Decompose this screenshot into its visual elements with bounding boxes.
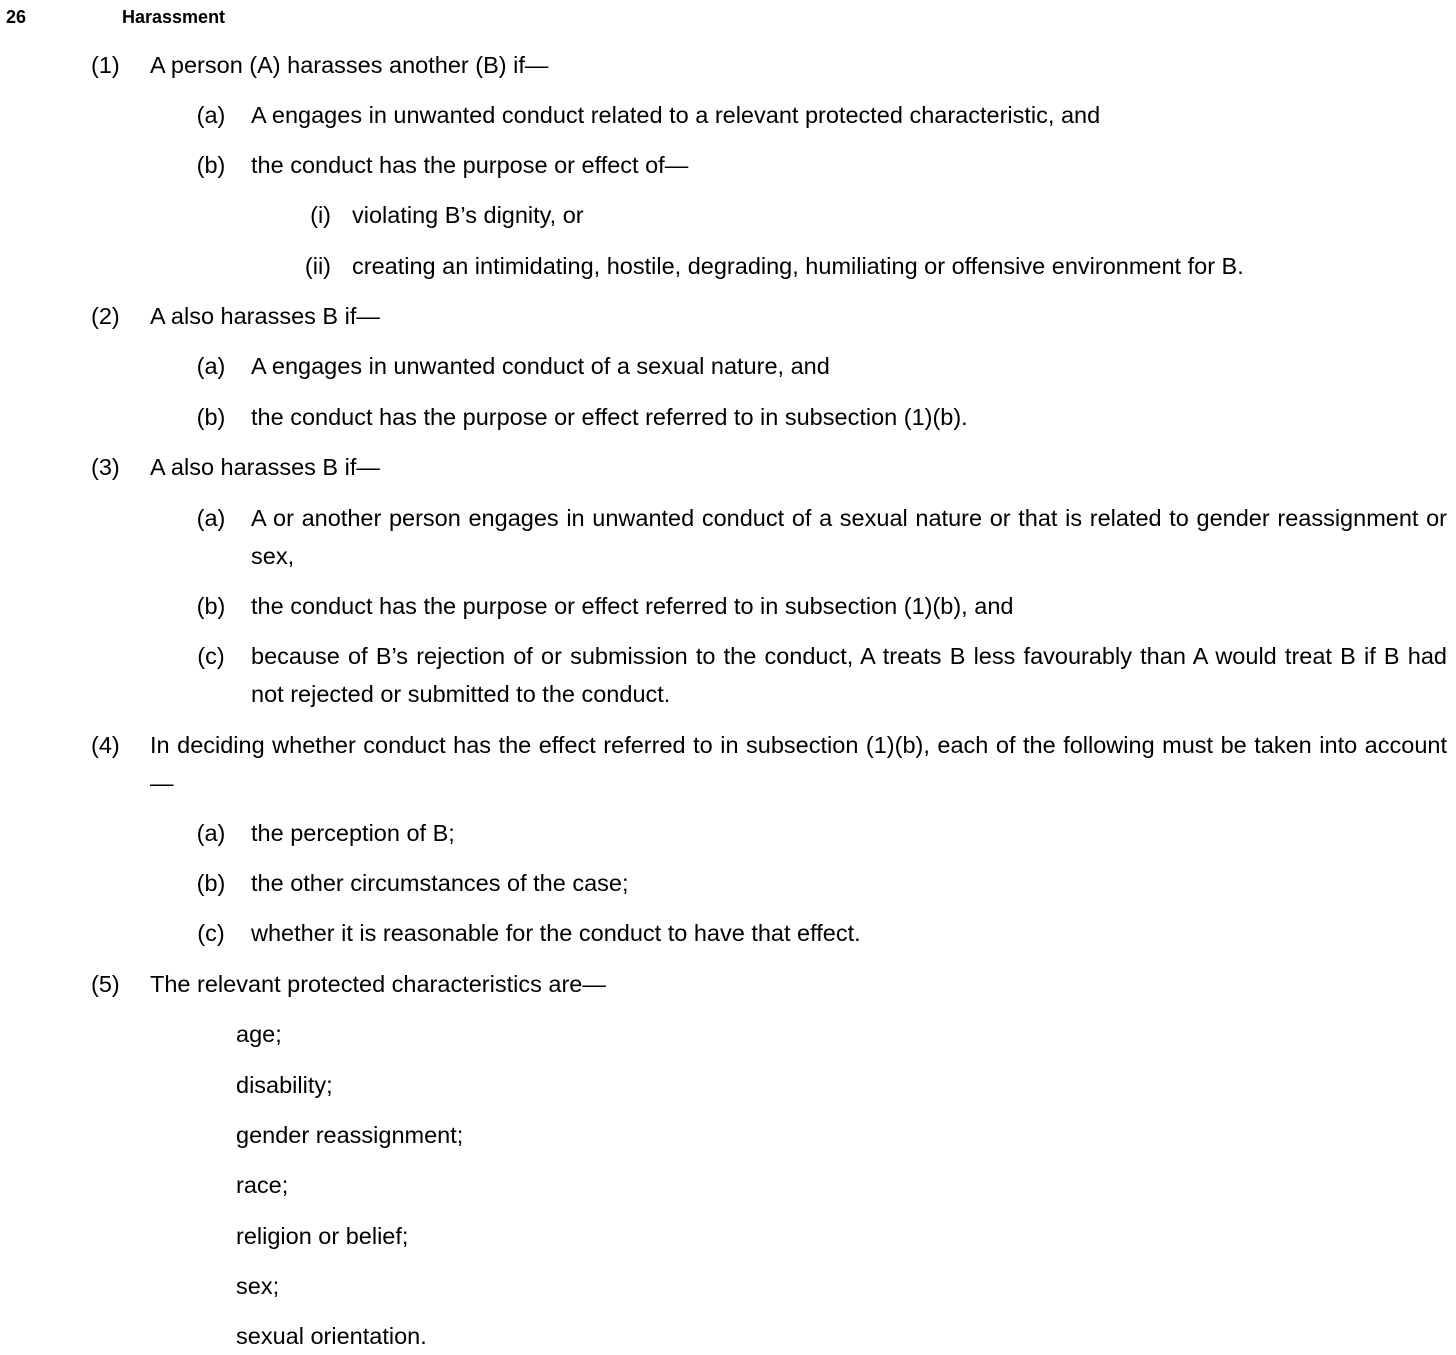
subsection-3-text: A also harasses B if— xyxy=(150,454,380,480)
characteristic-item: race; xyxy=(236,1172,289,1198)
subsection-4a-text: the perception of B; xyxy=(251,820,455,846)
section-number: 26 xyxy=(6,7,27,27)
subsection-2a-number: (a) xyxy=(196,353,226,379)
subsection-1a-text: A engages in unwanted conduct related to a relevant protected characteristic, and xyxy=(251,102,1101,128)
characteristic-item: religion or belief; xyxy=(236,1223,409,1249)
subsection-2b-text: the conduct has the purpose or effect referred to in subsection (1)(b). xyxy=(251,404,968,430)
subsection-1b-i-number: (i) xyxy=(310,202,331,228)
subsection-1-text: A person (A) harasses another (B) if— xyxy=(150,52,549,78)
subsection-4-text: In deciding whether conduct has the effect referred to in subsection (1)(b), each of the following must be taken into account— xyxy=(150,732,1447,796)
subsection-1b-ii-number: (ii) xyxy=(304,253,331,279)
subsection-4c-number: (c) xyxy=(197,920,225,946)
subsection-3b-text: the conduct has the purpose or effect referred to in subsection (1)(b), and xyxy=(251,593,1014,619)
subsection-1b-i-text: violating B’s dignity, or xyxy=(352,202,584,228)
characteristic-item: disability; xyxy=(236,1072,333,1098)
subsection-4b-text: the other circumstances of the case; xyxy=(251,870,629,896)
characteristic-item: sexual orientation. xyxy=(236,1323,427,1349)
subsection-3c-text: because of B’s rejection of or submission to the conduct, A treats B less favourably than A would treat B if B had not rejected or submitted to the conduct. xyxy=(251,643,1447,707)
subsection-3c-number: (c) xyxy=(197,643,225,669)
subsection-2-text: A also harasses B if— xyxy=(150,303,380,329)
section-title: Harassment xyxy=(122,7,226,27)
subsection-4c-text: whether it is reasonable for the conduct to have that effect. xyxy=(251,920,861,946)
subsection-1b-text: the conduct has the purpose or effect of— xyxy=(251,152,689,178)
characteristic-item: gender reassignment; xyxy=(236,1122,464,1148)
subsection-3b-number: (b) xyxy=(196,593,226,619)
characteristic-item: age; xyxy=(236,1021,282,1047)
subsection-2b-number: (b) xyxy=(196,404,226,430)
subsection-4a-number: (a) xyxy=(196,820,226,846)
subsection-5-text: The relevant protected characteristics are— xyxy=(150,971,606,997)
subsection-3a-number: (a) xyxy=(196,505,226,531)
subsection-5-number: (5) xyxy=(91,971,120,997)
subsection-2a-text: A engages in unwanted conduct of a sexual nature, and xyxy=(251,353,830,379)
characteristic-item: sex; xyxy=(236,1273,280,1299)
subsection-1-number: (1) xyxy=(91,52,120,78)
subsection-4-number: (4) xyxy=(91,732,120,758)
subsection-1b-number: (b) xyxy=(196,152,226,178)
subsection-1b-ii-text: creating an intimidating, hostile, degrading, humiliating or offensive environment for B. xyxy=(352,253,1244,279)
subsection-1a-number: (a) xyxy=(196,102,226,128)
subsection-3a-text: A or another person engages in unwanted conduct of a sexual nature or that is related to gender reassignment or sex, xyxy=(251,505,1447,569)
subsection-2-number: (2) xyxy=(91,303,120,329)
subsection-3-number: (3) xyxy=(91,454,120,480)
subsection-4b-number: (b) xyxy=(196,870,226,896)
